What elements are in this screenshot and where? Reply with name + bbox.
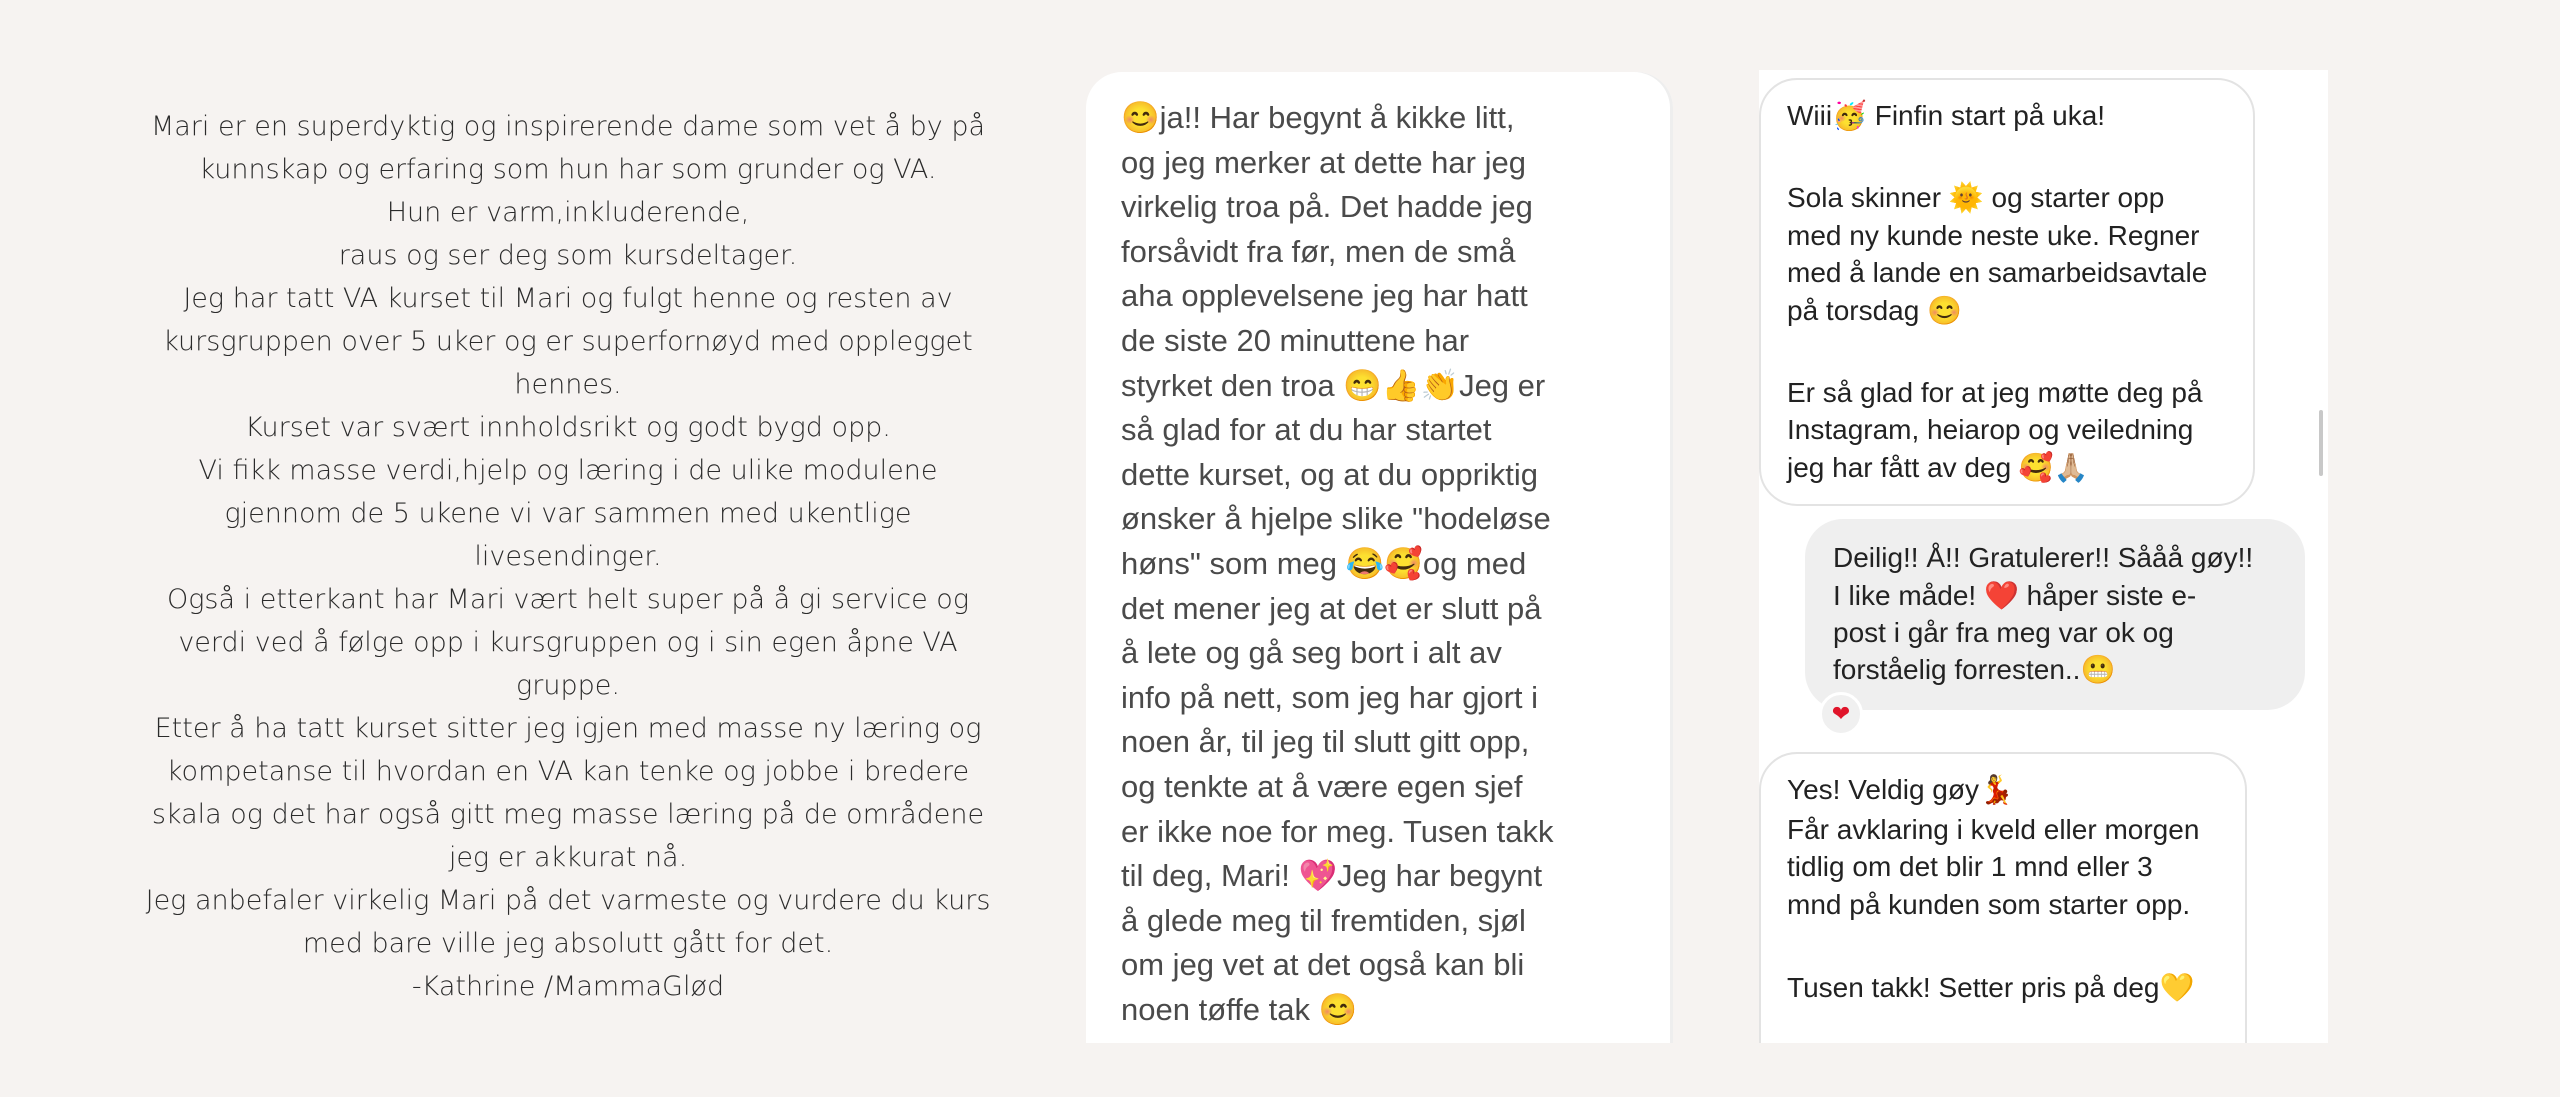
text-line: Hun er varm,inkluderende, xyxy=(386,197,750,228)
message-screenshot xyxy=(1086,72,1673,1043)
chat-line: Er så glad for at jeg møtte deg på xyxy=(1787,377,2203,408)
text-line: verdi ved å følge opp i kursgruppen og i sin egen åpne VA xyxy=(178,627,958,658)
text-line: om jeg vet at det også kan bli xyxy=(1121,947,1525,983)
chat-line: forståelig forresten..😬 xyxy=(1833,654,2116,685)
chat-line: med ny kunde neste uke. Regner xyxy=(1787,220,2200,251)
text-line: Etter å ha tatt kurset sitter jeg igjen med masse ny læring og xyxy=(154,713,982,744)
text-line: kursgruppen over 5 uker og er superfornøyd med opplegget xyxy=(163,326,973,357)
text-line: er ikke noe for meg. Tusen takk xyxy=(1121,813,1554,849)
text-line: 😊ja!! Har begynt å kikke litt, xyxy=(1121,100,1515,135)
chat-bubble-received xyxy=(1759,78,2255,506)
text-line: noen tøffe tak 😊 xyxy=(1121,991,1358,1027)
chat-line: mnd på kunden som starter opp. xyxy=(1787,889,2191,920)
text-line: Kurset var svært innholdsrikt og godt bygd opp. xyxy=(245,412,891,443)
text-line: gjennom de 5 ukene vi var sammen med ukentlige xyxy=(224,498,912,529)
text-line: ønsker å hjelpe slike "hodeløse xyxy=(1121,501,1551,537)
text-line: og jeg merker at dette har jeg xyxy=(1121,144,1526,180)
text-line: til deg, Mari! 💖Jeg har begynt xyxy=(1121,858,1543,894)
text-line: så glad for at du har startet xyxy=(1121,412,1492,448)
text-line: raus og ser deg som kursdeltager. xyxy=(338,240,798,271)
chat-bubble-received xyxy=(1759,752,2247,1043)
testimonial-text xyxy=(68,105,1068,1008)
chat-line: I like måde! ❤️ håper siste e- xyxy=(1833,580,2197,611)
text-line: høns" som meg 😂🥰og med xyxy=(1121,545,1527,581)
text-line: kunnskap og erfaring som hun har som grunder og VA. xyxy=(199,154,937,185)
chat-line: Sola skinner 🌞 og starter opp xyxy=(1787,182,2165,213)
text-line: styrket den troa 😁👍👏Jeg er xyxy=(1121,367,1546,403)
chat-line: på torsdag 😊 xyxy=(1787,295,1962,326)
chat-line: Får avklaring i kveld eller morgen xyxy=(1787,814,2200,845)
text-line: noen år, til jeg til slutt gitt opp, xyxy=(1121,724,1530,760)
text-line: info på nett, som jeg har gjort i xyxy=(1121,679,1539,715)
text-line: hennes. xyxy=(514,369,622,400)
text-line: Vi fikk masse verdi,hjelp og læring i de ulike modulene xyxy=(198,455,938,486)
text-line: Også i etterkant har Mari vært helt super på å gi service og xyxy=(166,584,970,615)
scrollbar[interactable] xyxy=(2319,410,2323,476)
text-line: livesendinger. xyxy=(474,541,662,572)
text-line: kompetanse til hvordan en VA kan tenke og jobbe i bredere xyxy=(166,756,970,787)
chat-line: Instagram, heiarop og veiledning xyxy=(1787,414,2194,445)
chat-bubble-sent xyxy=(1805,519,2305,710)
text-line: og tenkte at å være egen sjef xyxy=(1121,768,1523,804)
text-line: med bare ville jeg absolutt gått for det. xyxy=(302,928,834,959)
chat-line: Wiii🥳 Finfin start på uka! xyxy=(1787,100,2106,131)
chat-line: Deilig!! Å!! Gratulerer!! Sååå gøy!! xyxy=(1833,542,2254,573)
chat-line: med å lande en samarbeidsavtale xyxy=(1787,257,2208,288)
chat-line: Yes! Veldig gøy💃 xyxy=(1787,774,2014,805)
text-line: skala og det har også gitt meg masse læring på de områdene xyxy=(151,799,985,830)
text-line: virkelig troa på. Det hadde jeg xyxy=(1121,189,1533,225)
chat-line: tidlig om det blir 1 mnd eller 3 xyxy=(1787,851,2153,882)
text-line: jeg er akkurat nå. xyxy=(448,842,688,873)
text-line: gruppe. xyxy=(516,670,620,701)
chat-line: jeg har fått av deg 🥰🙏🏼 xyxy=(1787,452,2089,483)
text-line: -Kathrine /MammaGlød xyxy=(411,971,725,1002)
chat-screenshot xyxy=(1759,70,2328,1043)
chat-line: Tusen takk! Setter pris på deg💛 xyxy=(1787,972,2195,1003)
heart-reaction-icon: ❤ xyxy=(1819,692,1863,736)
chat-line: post i går fra meg var ok og xyxy=(1833,617,2174,648)
text-line: å lete og gå seg bort i alt av xyxy=(1121,635,1502,671)
text-line: Jeg har tatt VA kurset til Mari og fulgt henne og resten av xyxy=(183,283,953,314)
text-line: forsåvidt fra før, men de små xyxy=(1121,233,1516,269)
text-line: dette kurset, og at du oppriktig xyxy=(1121,456,1539,492)
text-line: Jeg anbefaler virkelig Mari på det varmeste og vurdere du kurs xyxy=(145,885,991,916)
text-line: å glede meg til fremtiden, sjøl xyxy=(1121,902,1526,938)
text-line: Mari er en superdyktig og inspirerende dame som vet å by på xyxy=(150,111,986,142)
text-line: det mener jeg at det er slutt på xyxy=(1121,590,1542,626)
text-line: de siste 20 minuttene har xyxy=(1121,322,1470,358)
text-line: aha opplevelsene jeg har hatt xyxy=(1121,278,1528,314)
message-text xyxy=(1121,96,1666,1032)
